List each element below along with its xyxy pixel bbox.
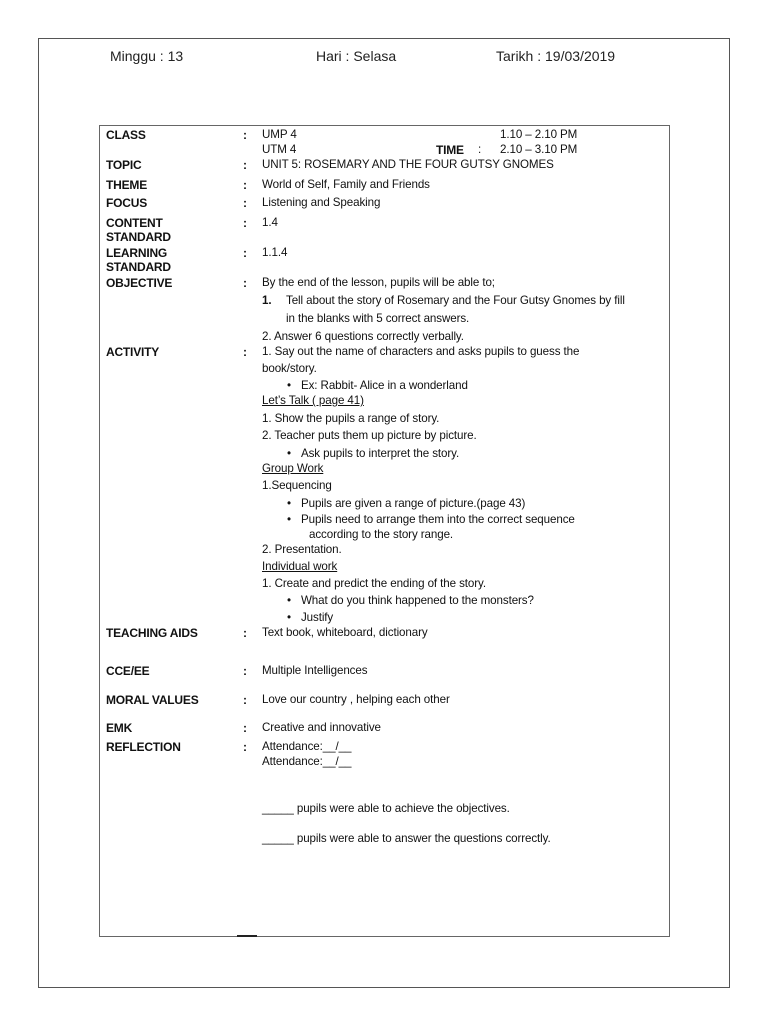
colon: : — [243, 196, 247, 210]
class-label: CLASS — [106, 128, 146, 142]
emk-label: EMK — [106, 721, 133, 735]
page-mark — [237, 935, 257, 937]
colon: : — [243, 740, 247, 754]
emk-value: Creative and innovative — [262, 721, 381, 734]
colon: : — [243, 626, 247, 640]
theme-label: THEME — [106, 178, 148, 192]
group-work-step-2: 2. Presentation. — [262, 543, 342, 556]
content-label-2: STANDARD — [106, 230, 171, 244]
group-work-step-1: 1.Sequencing — [262, 479, 332, 492]
time-label: TIME — [436, 143, 464, 157]
activity-1-line-2: book/story. — [262, 362, 317, 375]
colon: : — [243, 216, 247, 230]
learning-label-2: STANDARD — [106, 260, 171, 274]
attendance-2: Attendance:__/__ — [262, 755, 352, 768]
day-label: Hari : Selasa — [316, 48, 397, 64]
time-colon: : — [478, 143, 482, 156]
topic-value: UNIT 5: ROSEMARY AND THE FOUR GUTSY GNOMES — [262, 158, 554, 171]
lets-talk-bullet: • Ask pupils to interpret the story. — [287, 446, 459, 462]
group-work-heading: Group Work — [262, 462, 324, 475]
date-label: Tarikh : 19/03/2019 — [496, 48, 616, 64]
topic-label: TOPIC — [106, 158, 142, 172]
individual-work-bullet-2: • Justify — [287, 610, 333, 626]
class-value-2: UTM 4 — [262, 143, 297, 156]
objective-1-number: 1. — [262, 294, 272, 307]
activity-1-line-1: 1. Say out the name of characters and asks pupils to guess the — [262, 345, 580, 358]
lets-talk-heading: Let’s Talk ( page 41) — [262, 394, 364, 407]
colon: : — [243, 128, 247, 142]
objective-2: 2. Answer 6 questions correctly verbally. — [262, 330, 464, 343]
objective-1-line-1: Tell about the story of Rosemary and the Four Gutsy Gnomes by fill — [286, 294, 625, 307]
cce-label: CCE/EE — [106, 664, 150, 678]
learning-label: LEARNING — [106, 246, 168, 260]
activity-example: • Ex: Rabbit- Alice in a wonderland — [287, 378, 468, 394]
reflection-label: REFLECTION — [106, 740, 181, 754]
focus-value: Listening and Speaking — [262, 196, 381, 209]
lets-talk-step-2: 2. Teacher puts them up picture by picture. — [262, 429, 477, 442]
individual-work-step-1: 1. Create and predict the ending of the story. — [262, 577, 486, 590]
colon: : — [243, 246, 247, 260]
group-work-bullet-2: • Pupils need to arrange them into the correct sequence — [287, 512, 575, 528]
objective-intro: By the end of the lesson, pupils will be able to; — [262, 276, 495, 289]
content-value: 1.4 — [262, 216, 278, 229]
teaching-aids-value: Text book, whiteboard, dictionary — [262, 626, 428, 639]
colon: : — [243, 693, 247, 707]
week-label: Minggu : 13 — [110, 48, 184, 64]
group-work-bullet-1: • Pupils are given a range of picture.(page 43) — [287, 496, 525, 512]
activity-label: ACTIVITY — [106, 345, 160, 359]
colon: : — [243, 664, 247, 678]
colon: : — [243, 178, 247, 192]
colon: : — [243, 345, 247, 359]
class-value-1: UMP 4 — [262, 128, 297, 141]
cce-value: Multiple Intelligences — [262, 664, 368, 677]
colon: : — [243, 276, 247, 290]
reflection-questions: _____ pupils were able to answer the questions correctly. — [262, 832, 551, 845]
teaching-aids-label: TEACHING AIDS — [106, 626, 198, 640]
objective-1-line-2: in the blanks with 5 correct answers. — [286, 312, 470, 325]
time-value-2: 2.10 – 3.10 PM — [500, 143, 578, 156]
individual-work-bullet-1: • What do you think happened to the monsters? — [287, 593, 534, 609]
time-value-1: 1.10 – 2.10 PM — [500, 128, 578, 141]
content-label: CONTENT — [106, 216, 163, 230]
colon: : — [243, 158, 247, 172]
objective-label: OBJECTIVE — [106, 276, 173, 290]
individual-work-heading: Individual work — [262, 560, 338, 573]
focus-label: FOCUS — [106, 196, 148, 210]
moral-values-value: Love our country , helping each other — [262, 693, 450, 706]
reflection-objectives: _____ pupils were able to achieve the objectives. — [262, 802, 510, 815]
theme-value: World of Self, Family and Friends — [262, 178, 430, 191]
learning-value: 1.1.4 — [262, 246, 288, 259]
lets-talk-step-1: 1. Show the pupils a range of story. — [262, 412, 440, 425]
colon: : — [243, 721, 247, 735]
attendance-1: Attendance:__/__ — [262, 740, 352, 753]
group-work-bullet-2-cont: according to the story range. — [309, 528, 454, 541]
moral-values-label: MORAL VALUES — [106, 693, 199, 707]
